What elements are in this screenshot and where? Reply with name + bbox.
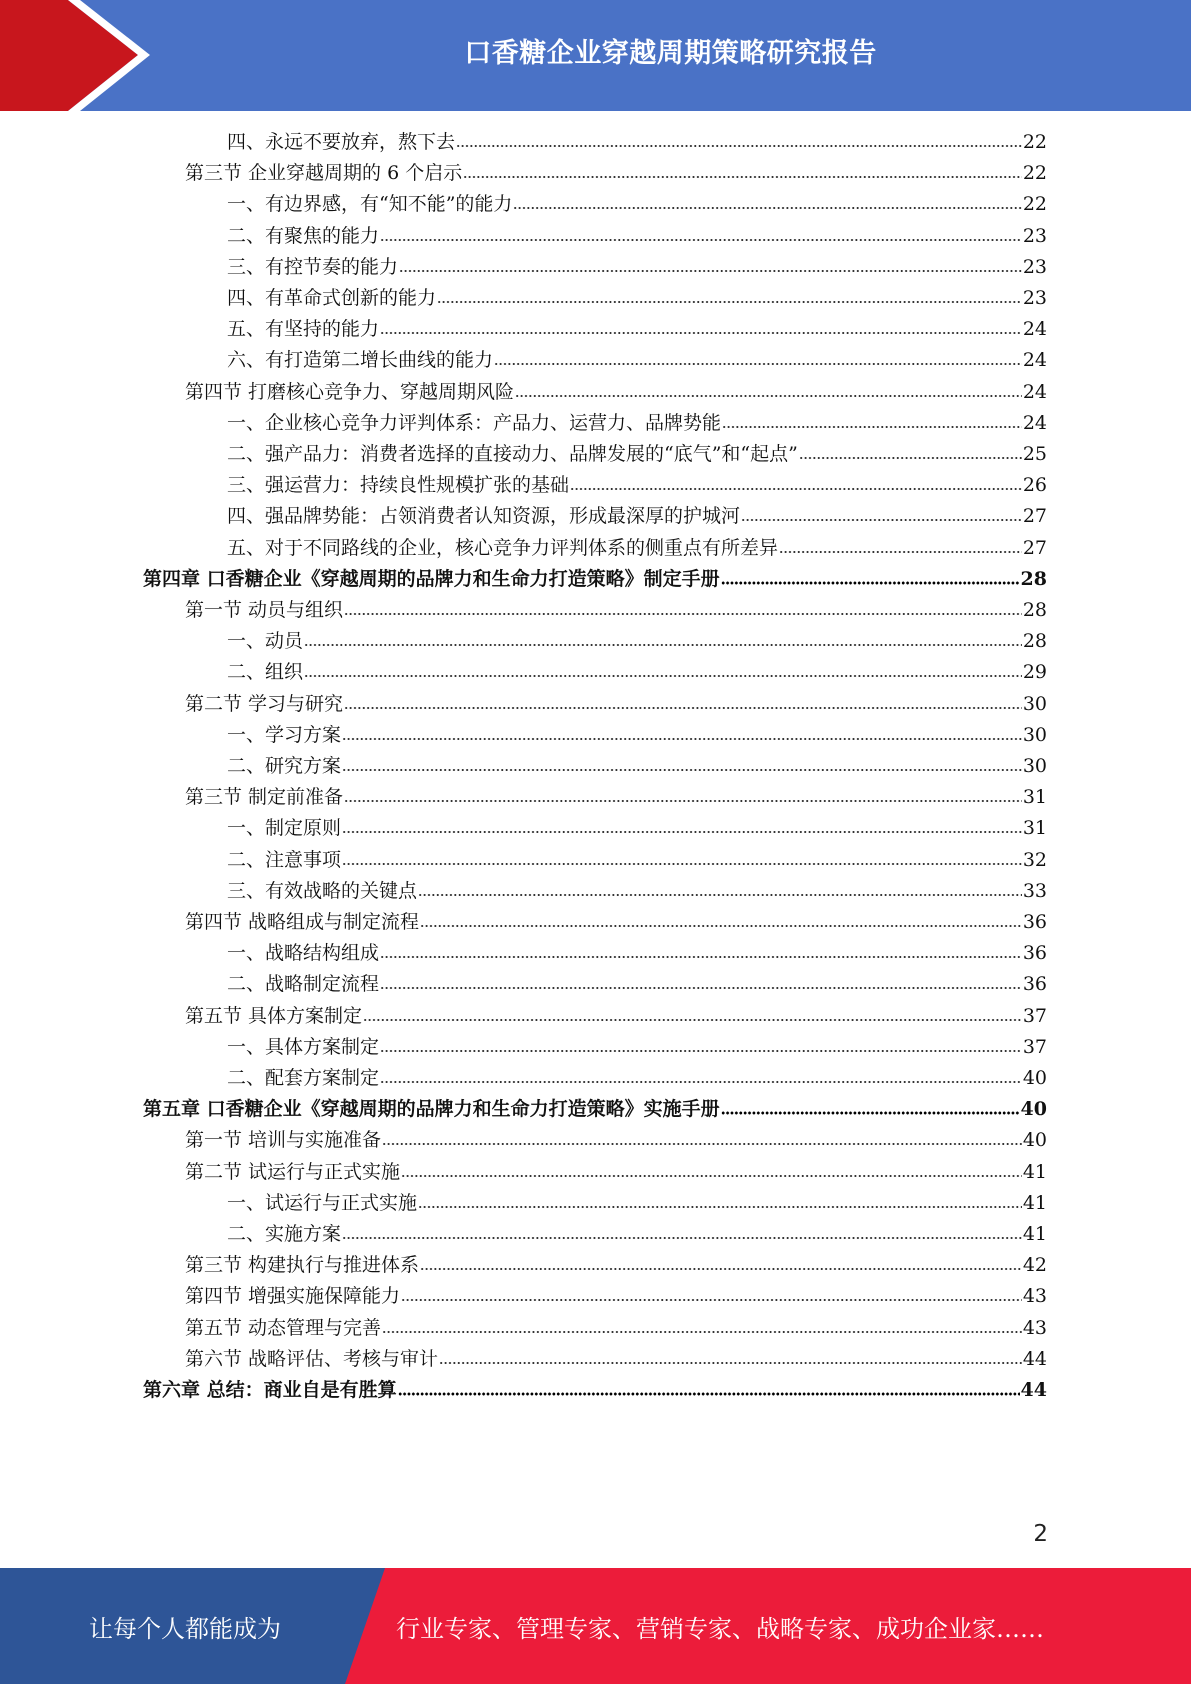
- toc-entry[interactable]: [185, 595, 1047, 626]
- toc-entry-title: 二、实施方案: [227, 1223, 342, 1245]
- toc-entry-title: 一、试运行与正式实施: [227, 1191, 418, 1214]
- toc-dot-leader: [344, 610, 1022, 618]
- toc-entry-page: 30: [1022, 692, 1047, 715]
- toc-dot-leader: [721, 579, 1020, 587]
- toc-entry-title: 二、有聚焦的能力: [227, 224, 380, 247]
- toc-entry-page: 27: [1022, 536, 1047, 559]
- toc-entry[interactable]: [227, 439, 1047, 470]
- toc-entry-page: 24: [1022, 380, 1047, 403]
- toc-entry[interactable]: [185, 1250, 1047, 1281]
- toc-entry-title: 第一节 动员与组织: [185, 599, 344, 621]
- toc-dot-leader: [570, 485, 1022, 493]
- toc-entry-title: 五、对于不同路线的企业，核心竞争力评判体系的侧重点有所差异: [227, 536, 779, 559]
- toc-dot-leader: [463, 173, 1022, 181]
- toc-entry[interactable]: [185, 377, 1047, 408]
- toc-entry-page: 28: [1020, 567, 1047, 590]
- toc-dot-leader: [363, 1016, 1022, 1024]
- toc-entry[interactable]: [227, 1032, 1047, 1063]
- toc-entry-page: 24: [1022, 318, 1047, 341]
- page-header: [0, 0, 1191, 111]
- toc-dot-leader: [722, 423, 1022, 431]
- toc-entry[interactable]: [227, 470, 1047, 501]
- toc-entry[interactable]: [185, 782, 1047, 813]
- toc-entry[interactable]: [227, 533, 1047, 564]
- toc-entry-page: 30: [1022, 723, 1047, 746]
- toc-entry[interactable]: [227, 1219, 1047, 1250]
- toc-dot-leader: [721, 1109, 1020, 1117]
- toc-entry-title: 第四节 增强实施保障能力: [185, 1285, 401, 1308]
- toc-entry-page: 22: [1022, 131, 1047, 153]
- toc-entry-title: 第四节 打磨核心竞争力、穿越周期风险: [185, 380, 515, 403]
- toc-entry-title: 二、研究方案: [227, 755, 342, 777]
- toc-entry-page: 24: [1022, 349, 1047, 372]
- toc-entry-page: 30: [1022, 755, 1047, 777]
- toc-dot-leader: [382, 1140, 1022, 1148]
- toc-entry-title: 二、注意事项: [227, 848, 342, 871]
- toc-entry-page: 25: [1022, 443, 1047, 465]
- toc-entry-page: 40: [1022, 1067, 1047, 1089]
- toc-dot-leader: [380, 1047, 1022, 1055]
- toc-entry-page: 28: [1022, 599, 1047, 621]
- toc-entry-title: 第二节 试运行与正式实施: [185, 1160, 401, 1183]
- toc-entry-title: 一、制定原则: [227, 817, 342, 840]
- toc-dot-leader: [380, 953, 1022, 961]
- toc-entry-page: 40: [1022, 1129, 1047, 1152]
- toc-entry-title: 一、企业核心竞争力评判体系：产品力、运营力、品牌势能: [227, 411, 722, 434]
- toc-entry[interactable]: [143, 1375, 1047, 1406]
- toc-entry-title: 第三节 制定前准备: [185, 786, 344, 809]
- toc-entry-title: 第三节 构建执行与推进体系: [185, 1254, 420, 1277]
- toc-dot-leader: [342, 1234, 1022, 1242]
- toc-entry-title: 一、动员: [227, 630, 304, 653]
- toc-dot-leader: [401, 1296, 1022, 1304]
- toc-dot-leader: [799, 454, 1022, 462]
- toc-entry-page: 23: [1022, 255, 1047, 278]
- toc-entry-page: 41: [1022, 1191, 1047, 1214]
- footer-slogan-left: 让每个人都能成为: [89, 1614, 281, 1643]
- toc-entry-title: 二、强产品力：消费者选择的直接动力、品牌发展的“底气”和“起点”: [227, 443, 798, 465]
- toc-entry[interactable]: [185, 907, 1047, 938]
- toc-entry[interactable]: [227, 314, 1047, 345]
- footer-slogan-right: 行业专家、管理专家、营销专家、战略专家、成功企业家……: [396, 1614, 1044, 1643]
- toc-entry-title: 三、强运营力：持续良性规模扩张的基础: [227, 474, 570, 497]
- toc-entry-page: 28: [1022, 630, 1047, 653]
- page-footer: [0, 1568, 1191, 1684]
- toc-entry[interactable]: [227, 751, 1047, 782]
- toc-entry-page: 43: [1022, 1285, 1047, 1308]
- toc-entry[interactable]: [185, 158, 1047, 189]
- toc-entry-title: 一、学习方案: [227, 723, 342, 746]
- toc-entry[interactable]: [227, 189, 1047, 220]
- header-chevron-decoration: [0, 0, 160, 111]
- toc-entry[interactable]: [227, 501, 1047, 532]
- toc-entry-page: 41: [1022, 1223, 1047, 1245]
- toc-entry[interactable]: [143, 564, 1047, 595]
- toc-entry-page: 36: [1022, 911, 1047, 933]
- toc-dot-leader: [439, 1359, 1022, 1367]
- toc-dot-leader: [344, 704, 1022, 712]
- toc-entry-page: 32: [1022, 848, 1047, 871]
- toc-dot-leader: [380, 329, 1022, 337]
- toc-entry[interactable]: [227, 408, 1047, 439]
- toc-entry-title: 三、有效战略的关键点: [227, 879, 418, 902]
- toc-entry-title: 第四节 战略组成与制定流程: [185, 911, 420, 933]
- toc-entry-title: 二、组织: [227, 661, 304, 684]
- toc-entry-page: 23: [1022, 287, 1047, 309]
- toc-dot-leader: [342, 766, 1022, 774]
- toc-entry-title: 五、有坚持的能力: [227, 318, 380, 341]
- toc-entry[interactable]: [185, 1344, 1047, 1375]
- page-number: 2: [1033, 1521, 1048, 1547]
- toc-entry-title: 第五节 动态管理与完善: [185, 1316, 382, 1339]
- toc-entry-title: 一、有边界感，有“知不能”的能力: [227, 193, 513, 216]
- toc-entry[interactable]: [227, 1063, 1047, 1094]
- toc-entry[interactable]: [185, 1313, 1047, 1344]
- toc-entry-page: 40: [1020, 1098, 1047, 1121]
- toc-entry-page: 22: [1022, 193, 1047, 216]
- toc-dot-leader: [418, 1203, 1022, 1211]
- toc-entry[interactable]: [227, 127, 1047, 158]
- toc-entry-page: 37: [1022, 1035, 1047, 1058]
- toc-entry[interactable]: [227, 720, 1047, 751]
- toc-entry[interactable]: [227, 657, 1047, 688]
- toc-entry-title: 四、强品牌势能：占领消费者认知资源，形成最深厚的护城河: [227, 505, 741, 528]
- toc-entry-page: 27: [1022, 505, 1047, 528]
- toc-dot-leader: [304, 672, 1022, 680]
- toc-entry[interactable]: [227, 283, 1047, 314]
- toc-entry-page: 26: [1022, 474, 1047, 497]
- toc-dot-leader: [401, 1172, 1022, 1180]
- toc-entry-title: 第六节 战略评估、考核与审计: [185, 1347, 439, 1370]
- toc-dot-leader: [398, 1390, 1020, 1398]
- toc-entry[interactable]: [185, 1281, 1047, 1312]
- toc-entry-page: 44: [1022, 1347, 1047, 1370]
- toc-dot-leader: [494, 360, 1022, 368]
- toc-entry[interactable]: [227, 813, 1047, 844]
- toc-dot-leader: [741, 516, 1022, 524]
- toc-entry-page: 23: [1022, 224, 1047, 247]
- toc-dot-leader: [342, 735, 1022, 743]
- toc-dot-leader: [418, 891, 1022, 899]
- toc-entry-page: 31: [1022, 817, 1047, 840]
- toc-entry-page: 36: [1022, 942, 1047, 965]
- toc-dot-leader: [342, 860, 1022, 868]
- toc-entry-title: 第三节 企业穿越周期的 6 个启示: [185, 162, 463, 185]
- toc-dot-leader: [399, 267, 1022, 275]
- toc-dot-leader: [342, 828, 1022, 836]
- toc-dot-leader: [382, 1328, 1022, 1336]
- toc-entry-title: 第四章 口香糖企业《穿越周期的品牌力和生命力打造策略》制定手册: [143, 567, 720, 590]
- toc-entry-title: 第二节 学习与研究: [185, 692, 344, 715]
- toc-entry[interactable]: [143, 1094, 1047, 1125]
- toc-entry-page: 22: [1022, 162, 1047, 185]
- toc-entry[interactable]: [185, 1001, 1047, 1032]
- header-title: 口香糖企业穿越周期策略研究报告: [464, 37, 877, 69]
- toc-entry-title: 第五章 口香糖企业《穿越周期的品牌力和生命力打造策略》实施手册: [143, 1098, 720, 1121]
- toc-entry[interactable]: [185, 689, 1047, 720]
- toc-dot-leader: [380, 1078, 1022, 1086]
- toc-entry[interactable]: [227, 876, 1047, 907]
- toc-entry-title: 第一节 培训与实施准备: [185, 1129, 382, 1152]
- toc-entry-title: 四、永远不要放弃，熬下去: [227, 131, 456, 153]
- toc-dot-leader: [456, 142, 1022, 150]
- toc-entry-page: 43: [1022, 1316, 1047, 1339]
- toc-dot-leader: [420, 922, 1022, 930]
- toc-entry-title: 第五节 具体方案制定: [185, 1004, 363, 1027]
- toc-entry[interactable]: [227, 969, 1047, 1000]
- toc-entry-title: 一、具体方案制定: [227, 1035, 380, 1058]
- toc-dot-leader: [304, 641, 1022, 649]
- toc-entry-title: 二、战略制定流程: [227, 973, 380, 996]
- toc-entry-page: 33: [1022, 879, 1047, 902]
- toc-dot-leader: [344, 797, 1022, 805]
- toc-entry-page: 37: [1022, 1004, 1047, 1027]
- toc-entry-title: 三、有控节奏的能力: [227, 255, 399, 278]
- toc-dot-leader: [437, 298, 1022, 306]
- toc-entry[interactable]: [227, 845, 1047, 876]
- toc-entry-title: 四、有革命式创新的能力: [227, 287, 437, 309]
- toc-entry-title: 六、有打造第二增长曲线的能力: [227, 349, 494, 372]
- toc-entry[interactable]: [227, 626, 1047, 657]
- toc-entry[interactable]: [185, 1157, 1047, 1188]
- toc-entry-page: 42: [1022, 1254, 1047, 1277]
- toc-entry-page: 24: [1022, 411, 1047, 434]
- toc-dot-leader: [779, 548, 1022, 556]
- toc-entry[interactable]: [227, 938, 1047, 969]
- toc-entry[interactable]: [185, 1125, 1047, 1156]
- toc-entry-page: 41: [1022, 1160, 1047, 1183]
- toc-entry-page: 36: [1022, 973, 1047, 996]
- toc-entry-title: 二、配套方案制定: [227, 1067, 380, 1089]
- toc-entry[interactable]: [227, 221, 1047, 252]
- toc-dot-leader: [380, 236, 1022, 244]
- toc-entry-page: 31: [1022, 786, 1047, 809]
- toc-dot-leader: [380, 984, 1022, 992]
- toc-entry-title: 第六章 总结：商业自是有胜算: [143, 1379, 397, 1401]
- toc-entry[interactable]: [227, 1188, 1047, 1219]
- toc-entry-page: 44: [1020, 1379, 1047, 1401]
- toc-entry[interactable]: [227, 252, 1047, 283]
- toc-dot-leader: [513, 204, 1021, 212]
- toc-entry[interactable]: [227, 345, 1047, 376]
- toc-entry-title: 一、战略结构组成: [227, 942, 380, 965]
- toc-dot-leader: [515, 392, 1022, 400]
- toc-entry-page: 29: [1022, 661, 1047, 684]
- toc-dot-leader: [420, 1265, 1022, 1273]
